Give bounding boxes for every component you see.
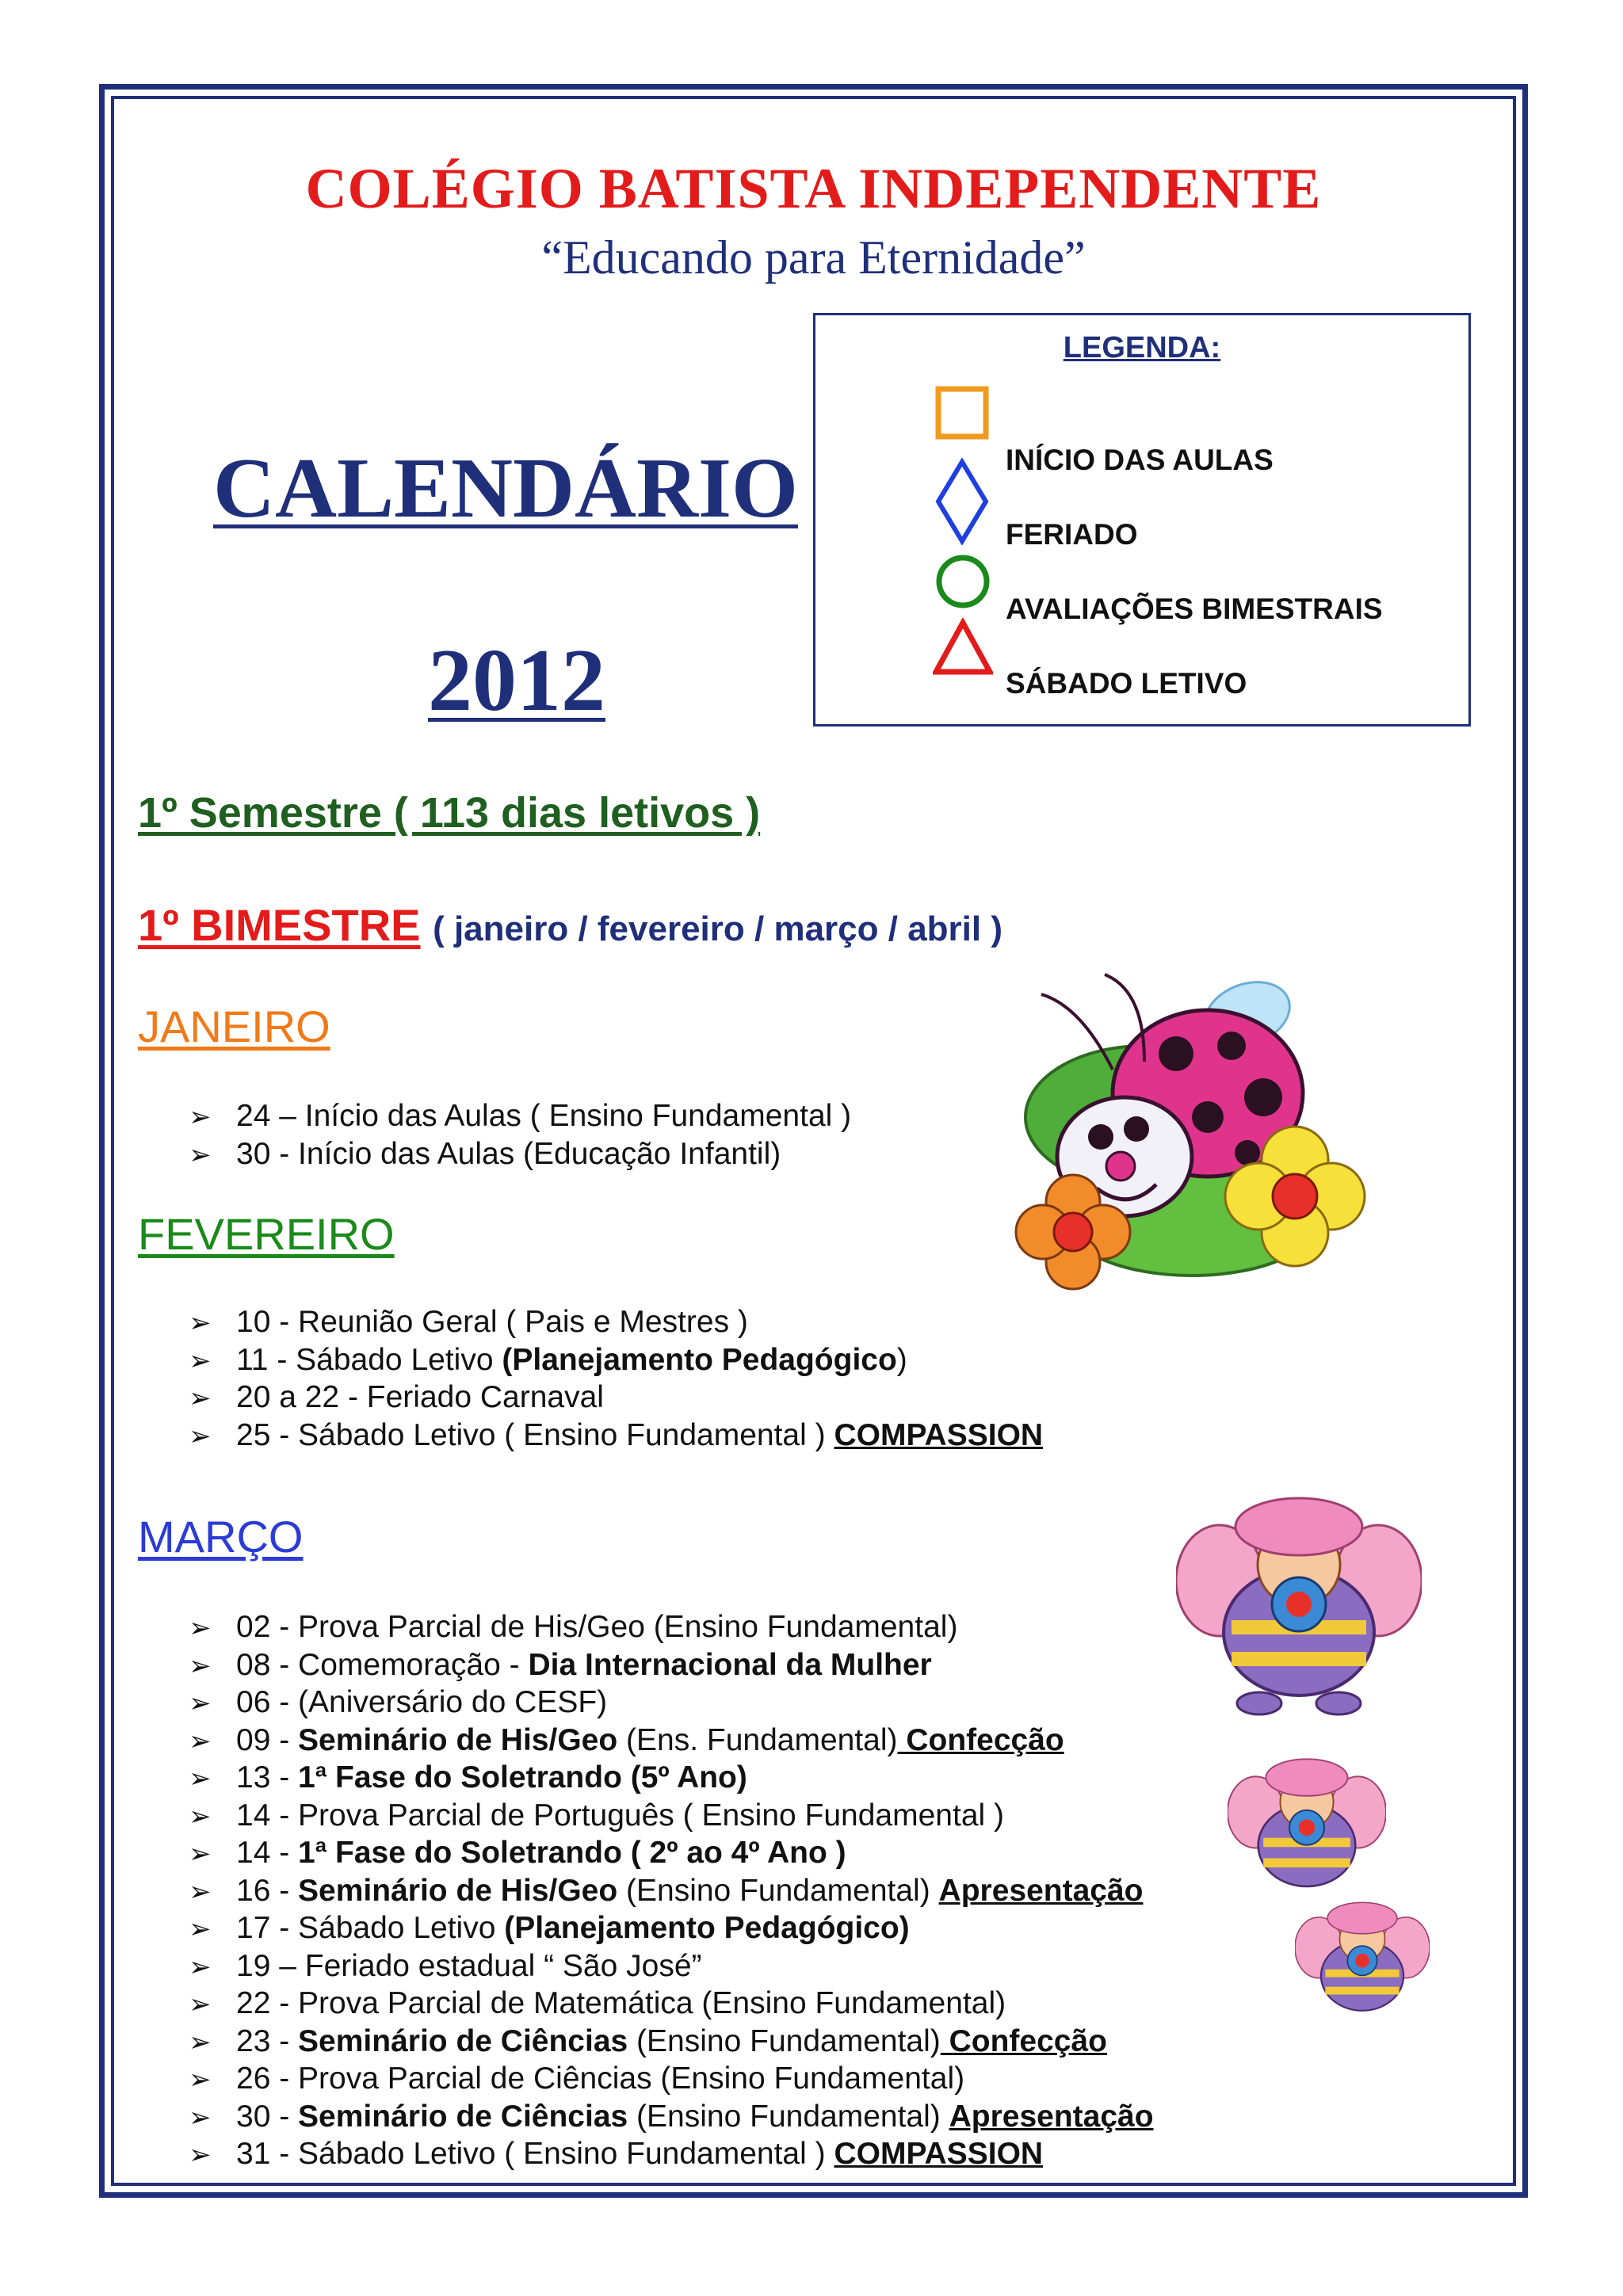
event-text: Seminário de Ciências bbox=[298, 2099, 628, 2134]
event-text: (Planejamento Pedagógico bbox=[502, 1342, 897, 1377]
event-item bbox=[189, 1646, 1154, 1684]
legend-label-feriado: FERIADO bbox=[1006, 518, 1138, 551]
event-item bbox=[189, 1684, 1154, 1722]
event-item bbox=[189, 2098, 1154, 2136]
event-text: 1ª Fase do Soletrando (5º Ano) bbox=[298, 1760, 747, 1794]
event-list-marco bbox=[189, 1608, 1154, 2173]
bullet-arrow-icon: ➢ bbox=[189, 1801, 212, 1832]
event-text: 25 - Sábado Letivo ( Ensino Fundamental ) bbox=[236, 1417, 834, 1452]
legend-label-avaliacoes: AVALIAÇÕES BIMESTRAIS bbox=[1006, 593, 1383, 625]
event-text: 30 - Início das Aulas (Educação Infantil) bbox=[236, 1136, 781, 1171]
bimester-heading bbox=[138, 899, 1002, 951]
bullet-arrow-icon: ➢ bbox=[189, 1308, 212, 1338]
event-text: Confecção bbox=[940, 2023, 1107, 2058]
legend-label-inicio-aulas: INÍCIO DAS AULAS bbox=[1006, 444, 1274, 476]
circle-icon bbox=[934, 553, 991, 610]
event-item bbox=[189, 1947, 1154, 1985]
event-text: (Ensino Fundamental) bbox=[617, 1873, 939, 1908]
bullet-arrow-icon: ➢ bbox=[189, 1650, 212, 1681]
event-text: (Ensino Fundamental) bbox=[628, 2023, 941, 2058]
month-heading-fevereiro: FEVEREIRO bbox=[138, 1209, 395, 1259]
event-text: COMPASSION bbox=[834, 1417, 1044, 1452]
event-text: (Planejamento Pedagógico) bbox=[504, 1911, 910, 1945]
bullet-arrow-icon: ➢ bbox=[189, 2027, 212, 2058]
event-text: ) bbox=[896, 1342, 907, 1377]
event-item bbox=[189, 1417, 1043, 1455]
event-item bbox=[189, 1985, 1154, 2023]
bullet-arrow-icon: ➢ bbox=[189, 1688, 212, 1718]
bee-fairy-illustration-small bbox=[1295, 1897, 1430, 2028]
bimester-months: ( janeiro / fevereiro / março / abril ) bbox=[433, 910, 1002, 948]
event-text: 11 - Sábado Letivo bbox=[236, 1342, 502, 1377]
event-text: Dia Internacional da Mulher bbox=[528, 1647, 932, 1682]
event-text: 06 - (Aniversário do CESF) bbox=[236, 1685, 608, 1719]
event-item bbox=[189, 1135, 851, 1173]
event-text: 26 - Prova Parcial de Ciências (Ensino Fundamental) bbox=[236, 2061, 965, 2096]
bullet-arrow-icon: ➢ bbox=[189, 1139, 212, 1170]
bullet-arrow-icon: ➢ bbox=[189, 1383, 212, 1413]
bullet-arrow-icon: ➢ bbox=[189, 1914, 212, 1944]
event-list-janeiro bbox=[189, 1097, 851, 1173]
bullet-arrow-icon: ➢ bbox=[189, 1345, 212, 1376]
event-item bbox=[189, 2060, 1154, 2098]
event-text: 08 - Comemoração - bbox=[236, 1647, 529, 1682]
event-text: (Ens. Fundamental) bbox=[617, 1722, 898, 1757]
event-item bbox=[189, 1608, 1154, 1646]
event-text: 20 a 22 - Feriado Carnaval bbox=[236, 1380, 604, 1414]
bullet-arrow-icon: ➢ bbox=[189, 1726, 212, 1756]
bimester-label: 1º BIMESTRE bbox=[138, 900, 421, 950]
event-item bbox=[189, 1722, 1154, 1760]
bullet-arrow-icon: ➢ bbox=[189, 1102, 212, 1132]
bullet-arrow-icon: ➢ bbox=[189, 1989, 212, 2019]
calendar-year: 2012 bbox=[428, 631, 605, 730]
bullet-arrow-icon: ➢ bbox=[189, 1951, 212, 1982]
event-item bbox=[189, 1909, 1154, 1947]
month-heading-janeiro: JANEIRO bbox=[138, 1001, 330, 1051]
event-text: 22 - Prova Parcial de Matemática (Ensino Fundamental) bbox=[236, 1986, 1006, 2020]
event-text: 19 – Feriado estadual “ São José” bbox=[236, 1948, 702, 1983]
legend-title: LEGENDA: bbox=[1063, 331, 1221, 364]
event-text: 14 - bbox=[236, 1836, 299, 1870]
event-text: 16 - bbox=[236, 1873, 299, 1908]
semester-heading: 1º Semestre ( 113 dias letivos ) bbox=[138, 789, 761, 837]
event-item bbox=[189, 1341, 1043, 1379]
bee-fairy-illustration-medium bbox=[1228, 1755, 1386, 1905]
event-text: Confecção bbox=[897, 1722, 1064, 1757]
event-text: COMPASSION bbox=[834, 2137, 1044, 2171]
school-motto: “Educando para Eternidade” bbox=[541, 231, 1086, 284]
event-item bbox=[189, 1759, 1154, 1797]
event-text: 13 - bbox=[236, 1760, 299, 1794]
bullet-arrow-icon: ➢ bbox=[189, 2102, 212, 2133]
event-text: (Ensino Fundamental) bbox=[628, 2099, 949, 2134]
event-text: 02 - Prova Parcial de His/Geo (Ensino Fundamental) bbox=[236, 1610, 958, 1644]
bullet-arrow-icon: ➢ bbox=[189, 1613, 212, 1643]
square-icon bbox=[934, 385, 990, 441]
event-item bbox=[189, 1379, 1043, 1417]
event-text: 23 - bbox=[236, 2023, 299, 2058]
event-text: 31 - Sábado Letivo ( Ensino Fundamental ) bbox=[236, 2137, 834, 2171]
event-text: Seminário de Ciências bbox=[298, 2023, 628, 2058]
bee-fairy-illustration-large bbox=[1176, 1493, 1422, 1723]
event-item bbox=[189, 1303, 1043, 1341]
bullet-arrow-icon: ➢ bbox=[189, 2140, 212, 2170]
event-text: 14 - Prova Parcial de Português ( Ensino Fundamental ) bbox=[236, 1798, 1005, 1833]
event-text: 24 – Início das Aulas ( Ensino Fundamental ) bbox=[236, 1099, 852, 1133]
ladybug-illustration bbox=[1010, 959, 1374, 1323]
event-text: 1ª Fase do Soletrando ( 2º ao 4º Ano ) bbox=[298, 1836, 846, 1870]
calendar-page bbox=[114, 99, 1513, 2183]
event-item bbox=[189, 1834, 1154, 1872]
legend-label-sabado-letivo: SÁBADO LETIVO bbox=[1006, 667, 1247, 700]
calendar-title: CALENDÁRIO bbox=[212, 441, 799, 536]
month-heading-marco: MARÇO bbox=[138, 1512, 304, 1562]
legend-box bbox=[813, 313, 1471, 727]
event-text: 09 - bbox=[236, 1722, 299, 1757]
diamond-icon bbox=[934, 458, 990, 545]
triangle-icon bbox=[933, 618, 993, 677]
event-item bbox=[189, 1872, 1154, 1910]
event-text: 30 - bbox=[236, 2099, 299, 2134]
event-text: Apresentação bbox=[949, 2099, 1154, 2134]
event-text: Seminário de His/Geo bbox=[298, 1722, 618, 1757]
bullet-arrow-icon: ➢ bbox=[189, 2065, 212, 2095]
event-item bbox=[189, 2135, 1154, 2173]
school-name: COLÉGIO BATISTA INDEPENDENTE bbox=[305, 157, 1322, 220]
event-text: 10 - Reunião Geral ( Pais e Mestres ) bbox=[236, 1305, 748, 1339]
event-item bbox=[189, 2023, 1154, 2061]
event-list-fevereiro bbox=[189, 1303, 1043, 1454]
bullet-arrow-icon: ➢ bbox=[189, 1876, 212, 1907]
event-text: 17 - Sábado Letivo bbox=[236, 1911, 505, 1945]
event-text: Apresentação bbox=[938, 1873, 1144, 1908]
event-text: Seminário de His/Geo bbox=[298, 1873, 618, 1908]
bullet-arrow-icon: ➢ bbox=[189, 1421, 212, 1451]
bullet-arrow-icon: ➢ bbox=[189, 1839, 212, 1869]
event-item bbox=[189, 1797, 1154, 1835]
event-item bbox=[189, 1097, 851, 1135]
bullet-arrow-icon: ➢ bbox=[189, 1764, 212, 1794]
